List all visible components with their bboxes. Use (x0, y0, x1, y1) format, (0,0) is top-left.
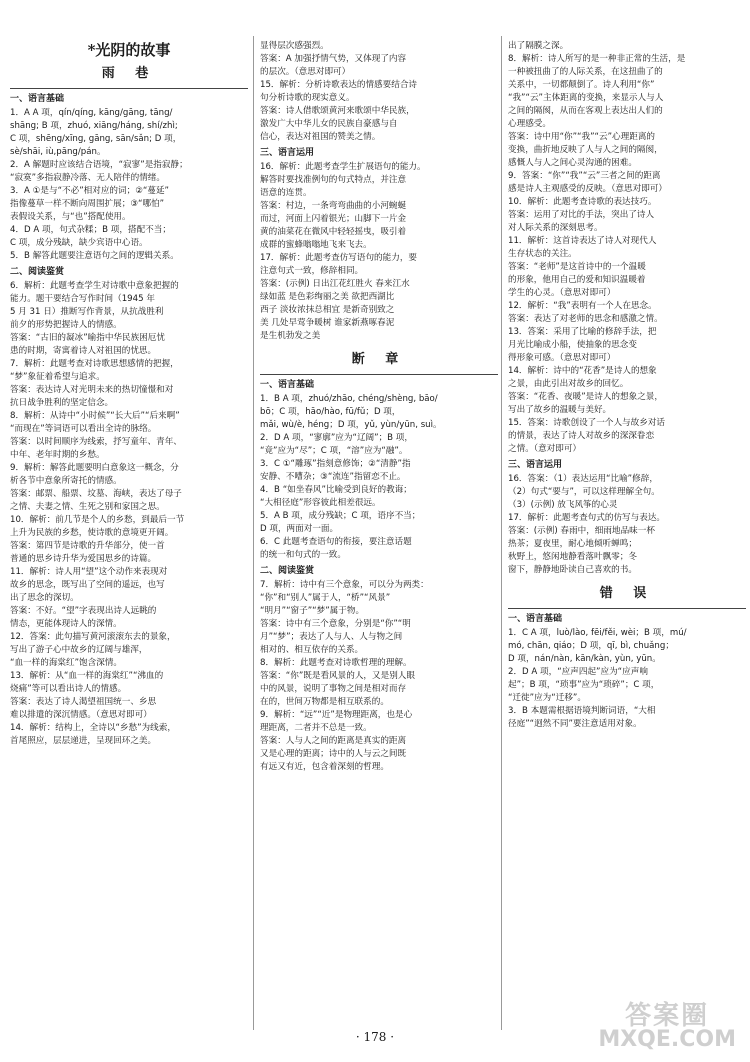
answer-line: 13．答案：采用了比喻的修辞手法，把 (508, 327, 657, 337)
answer-line: 8．解析：此题考查对诗歌哲理的理解。 (260, 658, 412, 668)
answer-line: 3．B 本题需根据语境判断词语，“大相 (508, 706, 656, 716)
section-heading-wrapper (508, 585, 746, 602)
answer-text-block (508, 40, 746, 577)
answer-line: 12．解析：“我”表明有一个人在思念。 (508, 301, 657, 311)
answer-line: 8．解析：从诗中“小时候”“长大后”“后来啊” (10, 411, 180, 421)
answer-line: 答案：诗中用“你”“我”“云”心理距离的 (508, 132, 656, 142)
answer-line: 月”“梦”；表达了人与人、人与物之间 (260, 632, 403, 642)
answer-line: 答案：诗人借歌颂黄河来歌颂中华民族， (260, 106, 415, 116)
answer-line: 13．解析：从“血一样的海棠红”“沸血的 (10, 671, 164, 681)
answer-line: “而现在”等词语可以看出全诗的脉络。 (10, 424, 157, 434)
subsection-heading: 三、语言运用 (260, 148, 315, 158)
column-middle (260, 40, 498, 774)
section-rule (508, 608, 746, 609)
answer-text-block (260, 379, 498, 774)
answer-line: 8．解析：诗人所写的是一种非正常的生活，是 (508, 54, 686, 64)
section-title-duanzhang: 断 章 (351, 352, 407, 367)
answer-line: 理距离，二者并不总是一致。 (260, 723, 372, 733)
column-divider (501, 36, 502, 1030)
answer-line: C 项，shēng/xīng, gāng, sān/sǎn; D 项， (10, 134, 182, 144)
answer-line: 起”；B 项，“琐事”应为“琐碎”；C 项， (508, 680, 660, 690)
answer-line: 答案：以时间顺序为线索，抒写童年、青年、 (10, 437, 182, 447)
answer-line: 答案：表达了对老师的思念和感激之情。 (508, 314, 663, 324)
watermark-logo (598, 1001, 736, 1052)
answer-line: 6．解析：此题考查学生对诗歌中意象把握的 (10, 281, 179, 291)
answer-line: D 项，nán/nàn, kān/kàn, yùn, yūn。 (508, 654, 661, 664)
section-rule (10, 88, 248, 89)
answer-line: 美 几处早莺争暖树 谁家新燕啄春泥 (260, 318, 395, 328)
answer-line: 中的风景，说明了事物之间是相对而存 (260, 684, 407, 694)
answer-line: 语意的连贯。 (260, 188, 312, 198)
answer-line: 指像蔓草一样不断向周围扩展；③“哪怕” (10, 199, 165, 209)
answer-line: 窗下，静静地卧读自己喜欢的书。 (508, 565, 637, 575)
answer-line: “梦”象征着希望与追求。 (10, 372, 105, 382)
answer-line: 3．A ①是与“不必”相对应的词；②“蔓延” (10, 186, 170, 196)
answer-line: 2．A 解题时应该结合语境，“寂寥”是指寂静； (10, 160, 188, 170)
answer-line: 9．解析：解答此题要明白意象这一概念，分 (10, 463, 179, 473)
answer-line: 之景，由此引出对故乡的回忆。 (508, 379, 629, 389)
answer-line: 答案：不好。“望”字表现出诗人远眺的 (10, 606, 157, 616)
answer-line: 12．答案：此句描写黄河滚滚东去的景象， (10, 632, 176, 642)
answer-line: 10．解析：前几节是个人的乡愁，到最后一节 (10, 515, 185, 525)
answer-line: 答案：A 加强抒情气势，又体现了内容 (260, 54, 407, 64)
answer-line: 句分析诗歌的现实意义。 (260, 93, 355, 103)
answer-line: 写出了故乡的温暖与美好。 (508, 405, 612, 415)
answer-line: 14．解析：结构上，全诗以“乡愁”为线索， (10, 723, 176, 733)
section-title-cuowu: 错 误 (599, 586, 655, 601)
answer-line: 出了思念的深切。 (10, 593, 79, 603)
answer-line: 上升为民族的乡愁，使诗歌的意境更开阔。 (10, 528, 174, 538)
answer-line: 月光比喻成小船，使抽象的思念变 (508, 340, 637, 350)
answer-line: 能力。题干要结合写作时间（1945 年 (10, 294, 155, 304)
answer-line: 3．C ①“雕琢”指刻意修饰；②“清静”指 (260, 459, 411, 469)
answer-line: “迁徙”应为“迁移”。 (508, 693, 586, 703)
answer-line: 16．答案：（1）表达运用“比喻”修辞， (508, 474, 658, 484)
answer-line: 普通的思乡诗升华为爱国思乡的诗篇。 (10, 554, 157, 564)
answer-line: 答案：表达诗人对光明未来的热切憧憬和对 (10, 385, 174, 395)
answer-line: mǎi, wù/è, héng；D 项，yǔ, yùn/yūn, suì。 (260, 420, 442, 430)
section-heading-wrapper (260, 351, 498, 368)
answer-line: C 项，成分残缺，缺少宾语中心语。 (10, 238, 148, 248)
answer-line: 17．解析：此题考查仿写语句的能力，要 (260, 253, 418, 263)
answer-line: 答案：人与人之间的距离是真实的距离 (260, 736, 407, 746)
chapter-title: *光阴的故事 (87, 41, 171, 59)
answer-line: 得形象可感。（意思对即可） (508, 353, 616, 363)
answer-line: 15．答案：诗歌创设了一个人与故乡对话 (508, 418, 666, 428)
answer-line: 15．解析：分析诗歌表达的情感要结合诗 (260, 80, 418, 90)
answer-line: 绿如蓝 是色彩绚丽之美 欲把西湖比 (260, 292, 395, 302)
answer-line: 表假设关系，与“也”搭配使用。 (10, 212, 131, 222)
answer-line: 心理感受。 (508, 119, 551, 129)
watermark-top: 答案圈 (625, 1001, 710, 1031)
answer-line: 10．解析：此题考查诗歌的表达技巧。 (508, 197, 657, 207)
answer-text-block (10, 93, 248, 748)
answer-line: 9．答案：“你”“我”“云”三者之间的距离 (508, 171, 661, 181)
answer-line: 安静、不嘈杂；③“流连”指留恋不止。 (260, 472, 406, 482)
answer-text-block (508, 613, 746, 731)
answer-line: 9．解析：“远”“近”是物理距离，也是心 (260, 710, 413, 720)
answer-line: （3）(示例) 放飞风筝的心灵 (508, 500, 618, 510)
answer-line: 写出了游子心中故乡的辽阔与雄浑， (10, 645, 148, 655)
subsection-heading: 二、阅读鉴赏 (260, 566, 315, 576)
page-number: · 178 · (355, 1030, 395, 1044)
answer-line: 出了隔膜之深。 (508, 41, 569, 51)
answer-line: 激发广大中华儿女的民族自豪感与自 (260, 119, 398, 129)
answer-line: 17．解析：此题考查句式的仿写与表达。 (508, 513, 666, 523)
answer-text-block (260, 40, 498, 343)
answer-line: 2．D A 项，“寥廓”应为“辽阔”；B 项， (260, 433, 413, 443)
answer-line: 5 月 31 日）推断写作背景，从抗战胜利 (10, 307, 164, 317)
answer-line: 对人际关系的深刻思考。 (508, 223, 603, 233)
answer-line: 答案：(示例) 日出江花红胜火 春来江水 (260, 279, 410, 289)
answer-line: “竟”应为“尽”；C 项，“溶”应为“融”。 (260, 446, 408, 456)
answer-line: 信心，表达对祖国的赞美之情。 (260, 132, 381, 142)
answer-line: “你”和“别人”属于人，“桥”“风景” (260, 593, 391, 603)
subsection-heading: 二、阅读鉴赏 (10, 267, 65, 277)
answer-line: 答案：诗中有三个意象，分别是“你”“明 (260, 619, 411, 629)
answer-line: 1．B A 项，zhuó/zhāo, chéng/shèng, bāo/ (260, 394, 438, 404)
section-title-yuxiang: 雨 巷 (101, 66, 157, 81)
answer-line: 首尾照应，层层递进，呈现回环之美。 (10, 736, 157, 746)
answer-line: mó, chān, qiáo；D 项，qī, bì, chuǎng； (508, 641, 674, 651)
answer-line: 1．C A 项，luò/lào, fēi/fěi, wèi；B 项，mú/ (508, 628, 687, 638)
answer-line: 4．B “如坐春风”比喻受到良好的教诲； (260, 485, 412, 495)
answer-line: 的情景，表达了诗人对故乡的深深眷恋 (508, 431, 655, 441)
answer-line: 变换，曲折地反映了人与人之间的隔阂， (508, 145, 663, 155)
answer-line: 径庭”“迥然不同”要注意适用对象。 (508, 719, 642, 729)
answer-line: 烧痛”等可以看出诗人的情感。 (10, 684, 127, 694)
answer-line: 感慨人与人之间心灵沟通的困难。 (508, 158, 637, 168)
answer-line: 5．A B 项，成分残缺；C 项，语序不当； (260, 511, 421, 521)
answer-line: 关系中，一切都颠倒了。诗人利用“你” (508, 80, 655, 90)
answer-line: 故乡的思念，既写出了空间的遥远，也写 (10, 580, 165, 590)
answer-line: 2．D A 项，“应声四起”应为“应声响 (508, 667, 648, 677)
answer-line: 答案：“你”既是看风景的人，又是别人眼 (260, 671, 415, 681)
answer-line: 14．解析：诗中的“花香”是诗人的想象 (508, 366, 657, 376)
answer-line: 在的，世间万物都是相互联系的。 (260, 697, 389, 707)
answer-line: 答案：“花香、夜暖”是诗人的想象之景， (508, 392, 663, 402)
answer-line: 黄的油菜花在微风中轻轻摇曳，吸引着 (260, 227, 407, 237)
answer-line: 西子 淡妆浓抹总相宜 是新奇别致之 (260, 305, 395, 315)
answer-line: 答案：邮票、船票、坟墓、海峡，表达了母子 (10, 489, 182, 499)
answer-line: 前夕的形势把握诗人的情感。 (10, 320, 122, 330)
column-divider (253, 36, 254, 1030)
answer-line: 成群的蜜蜂嗡嗡地飞来飞去。 (260, 240, 372, 250)
answer-line: 是生机勃发之美 (260, 331, 321, 341)
subsection-heading: 一、语言基础 (260, 380, 315, 390)
answer-line: 之间的隔阂，从而在客观上表达出人们的 (508, 106, 663, 116)
answer-line: D 项，两面对一面。 (260, 524, 339, 534)
answer-line: 学生的心灵。（意思对即可） (508, 288, 616, 298)
answer-line: 答案：村边，一条弯弯曲曲的小河蜿蜒 (260, 201, 407, 211)
subsection-heading: 一、语言基础 (508, 614, 563, 624)
answer-line: 一种被扭曲了的人际关系，在这扭曲了的 (508, 67, 663, 77)
subsection-heading: 三、语言运用 (508, 460, 563, 470)
answer-line: 患的时期，寄寓着诗人对祖国的忧思。 (10, 346, 157, 356)
answer-line: 显得层次感强烈。 (260, 41, 329, 51)
answer-line: 7．解析：此题考查对诗歌思想感情的把握， (10, 359, 179, 369)
answer-line: 相对的、相互依存的关系。 (260, 645, 364, 655)
answer-line: 答案：运用了对比的手法，突出了诗人 (508, 210, 655, 220)
answer-line: 5．B 解答此题要注意语句之间的逻辑关系。 (10, 251, 179, 261)
answer-line: 抗日战争胜利的坚定信念。 (10, 398, 114, 408)
answer-line: 有远又有近，包含着深刻的哲理。 (260, 762, 389, 772)
answer-line: 4．D A 项，句式杂糅；B 项，搭配不当； (10, 225, 171, 235)
answer-line: “大相径庭”形容彼此相差很远。 (260, 498, 381, 508)
subsection-heading: 一、语言基础 (10, 94, 65, 104)
answer-line: 又是心理的距离；诗中的人与云之间既 (260, 749, 407, 759)
answer-line: “明月”“窗子”“梦”属于物。 (260, 606, 365, 616)
column-right (508, 40, 746, 731)
answer-line: 11．解析：诗人用“望”这个动作来表现对 (10, 567, 168, 577)
section-rule (260, 374, 498, 375)
answer-line: 之情。（意对即可） (508, 444, 582, 454)
answer-line: sè/shāi, iù,pāng/pán。 (10, 147, 106, 157)
answer-line: “血一样的海棠红”饱含深情。 (10, 658, 123, 668)
answer-line: 热茶；夏夜里，耐心地倾听蝉鸣； (508, 539, 637, 549)
answer-line: 中年、老年时期的乡愁。 (10, 450, 105, 460)
answer-line: 答案：表达了诗人渴望祖国统一、乡思 (10, 697, 157, 707)
section-heading-wrapper (10, 65, 248, 82)
answer-line: 11．解析：这首诗表达了诗人对现代人 (508, 236, 657, 246)
answer-line: 16．解析：此题考查学生扩展语句的能力。 (260, 162, 426, 172)
answer-line: 注意句式一致，修辞相同。 (260, 266, 364, 276)
answer-line: 答案：“古旧的凝冰”喻指中华民族困厄忧 (10, 333, 165, 343)
answer-line: 难以排遣的深沉情感。（意思对即可） (10, 710, 152, 720)
answer-line: 之情、夫妻之情、生死之别和家国之思。 (10, 502, 165, 512)
answer-line: 秋野上，悠闲地静看落叶飘零；冬 (508, 552, 637, 562)
answer-line: 感是诗人主观感受的反映。（意思对即可） (508, 184, 667, 194)
answer-line: bō；C 项，hāo/hào, fū/fǔ；D 项， (260, 407, 401, 417)
answer-line: 的统一和句式的一致。 (260, 550, 346, 560)
column-left (10, 40, 248, 748)
answer-line: （2）句式“要与”，可以这样理解全句。 (508, 487, 660, 497)
answer-line: “寂寞”多指寂静冷落、无人陪伴的情绪。 (10, 173, 165, 183)
answer-line: shāng; B 项，zhuó, xiāng/háng, shí/zhì; (10, 121, 178, 131)
answer-line: 答案：第四节是诗歌的升华部分，使一首 (10, 541, 165, 551)
answer-line: 解答时要找准例句的句式特点，并注意 (260, 175, 407, 185)
answer-line: 1．A A 项，qín/qíng, kāng/gāng, tāng/ (10, 108, 173, 118)
answer-line: “我”“云”主体距离的变换，来显示人与人 (508, 93, 664, 103)
watermark-bottom: MXQE.COM (598, 1027, 736, 1052)
answer-line: 生存状态的关注。 (508, 249, 577, 259)
answer-line: 6．C 此题考查语句的衔接，要注意话题 (260, 537, 412, 547)
answer-line: 答案：“老师”是这首诗中的一个温暖 (508, 262, 646, 272)
answer-line: 答案：(示例) 春雨中，细雨地品味一杯 (508, 526, 655, 536)
answer-line: 而过，河面上闪着银光；山脚下一片金 (260, 214, 407, 224)
answer-line: 的层次。（意思对即可） (260, 67, 351, 77)
answer-line: 7．解析：诗中有三个意象，可以分为两类： (260, 580, 429, 590)
answer-line: 情态，更能体现诗人的深情。 (10, 619, 122, 629)
answer-line: 析各节中意象所寄托的情感。 (10, 476, 122, 486)
answer-line: 的形象，他用自己的爱和知识温暖着 (508, 275, 646, 285)
